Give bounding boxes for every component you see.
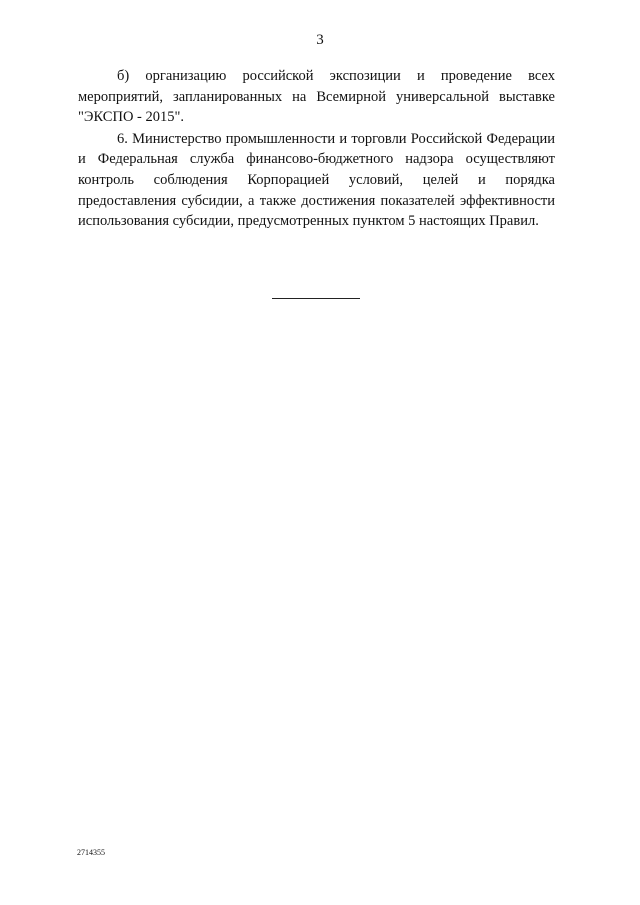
closing-divider-line [272,298,360,299]
document-code: 2714355 [77,848,105,857]
paragraph-item-6: 6. Министерство промышленности и торговли Российской Федерации и Федеральная служба финансово-бюджетного надзора осуществляют контроль соблюдения Корпорацией условий, целей и порядка предоставления субсидии, а также достижения показателей эффективности использования субсидии, предусмотренных пунктом 5 настоящих Правил. [78,130,555,230]
paragraph-subitem-b: б) организацию российской экспозиции и проведение всех мероприятий, запланированных на Всемирной универсальной выставке "ЭКСПО - 2015". [78,68,555,126]
page-number: 3 [316,32,324,48]
document-body [78,66,555,232]
